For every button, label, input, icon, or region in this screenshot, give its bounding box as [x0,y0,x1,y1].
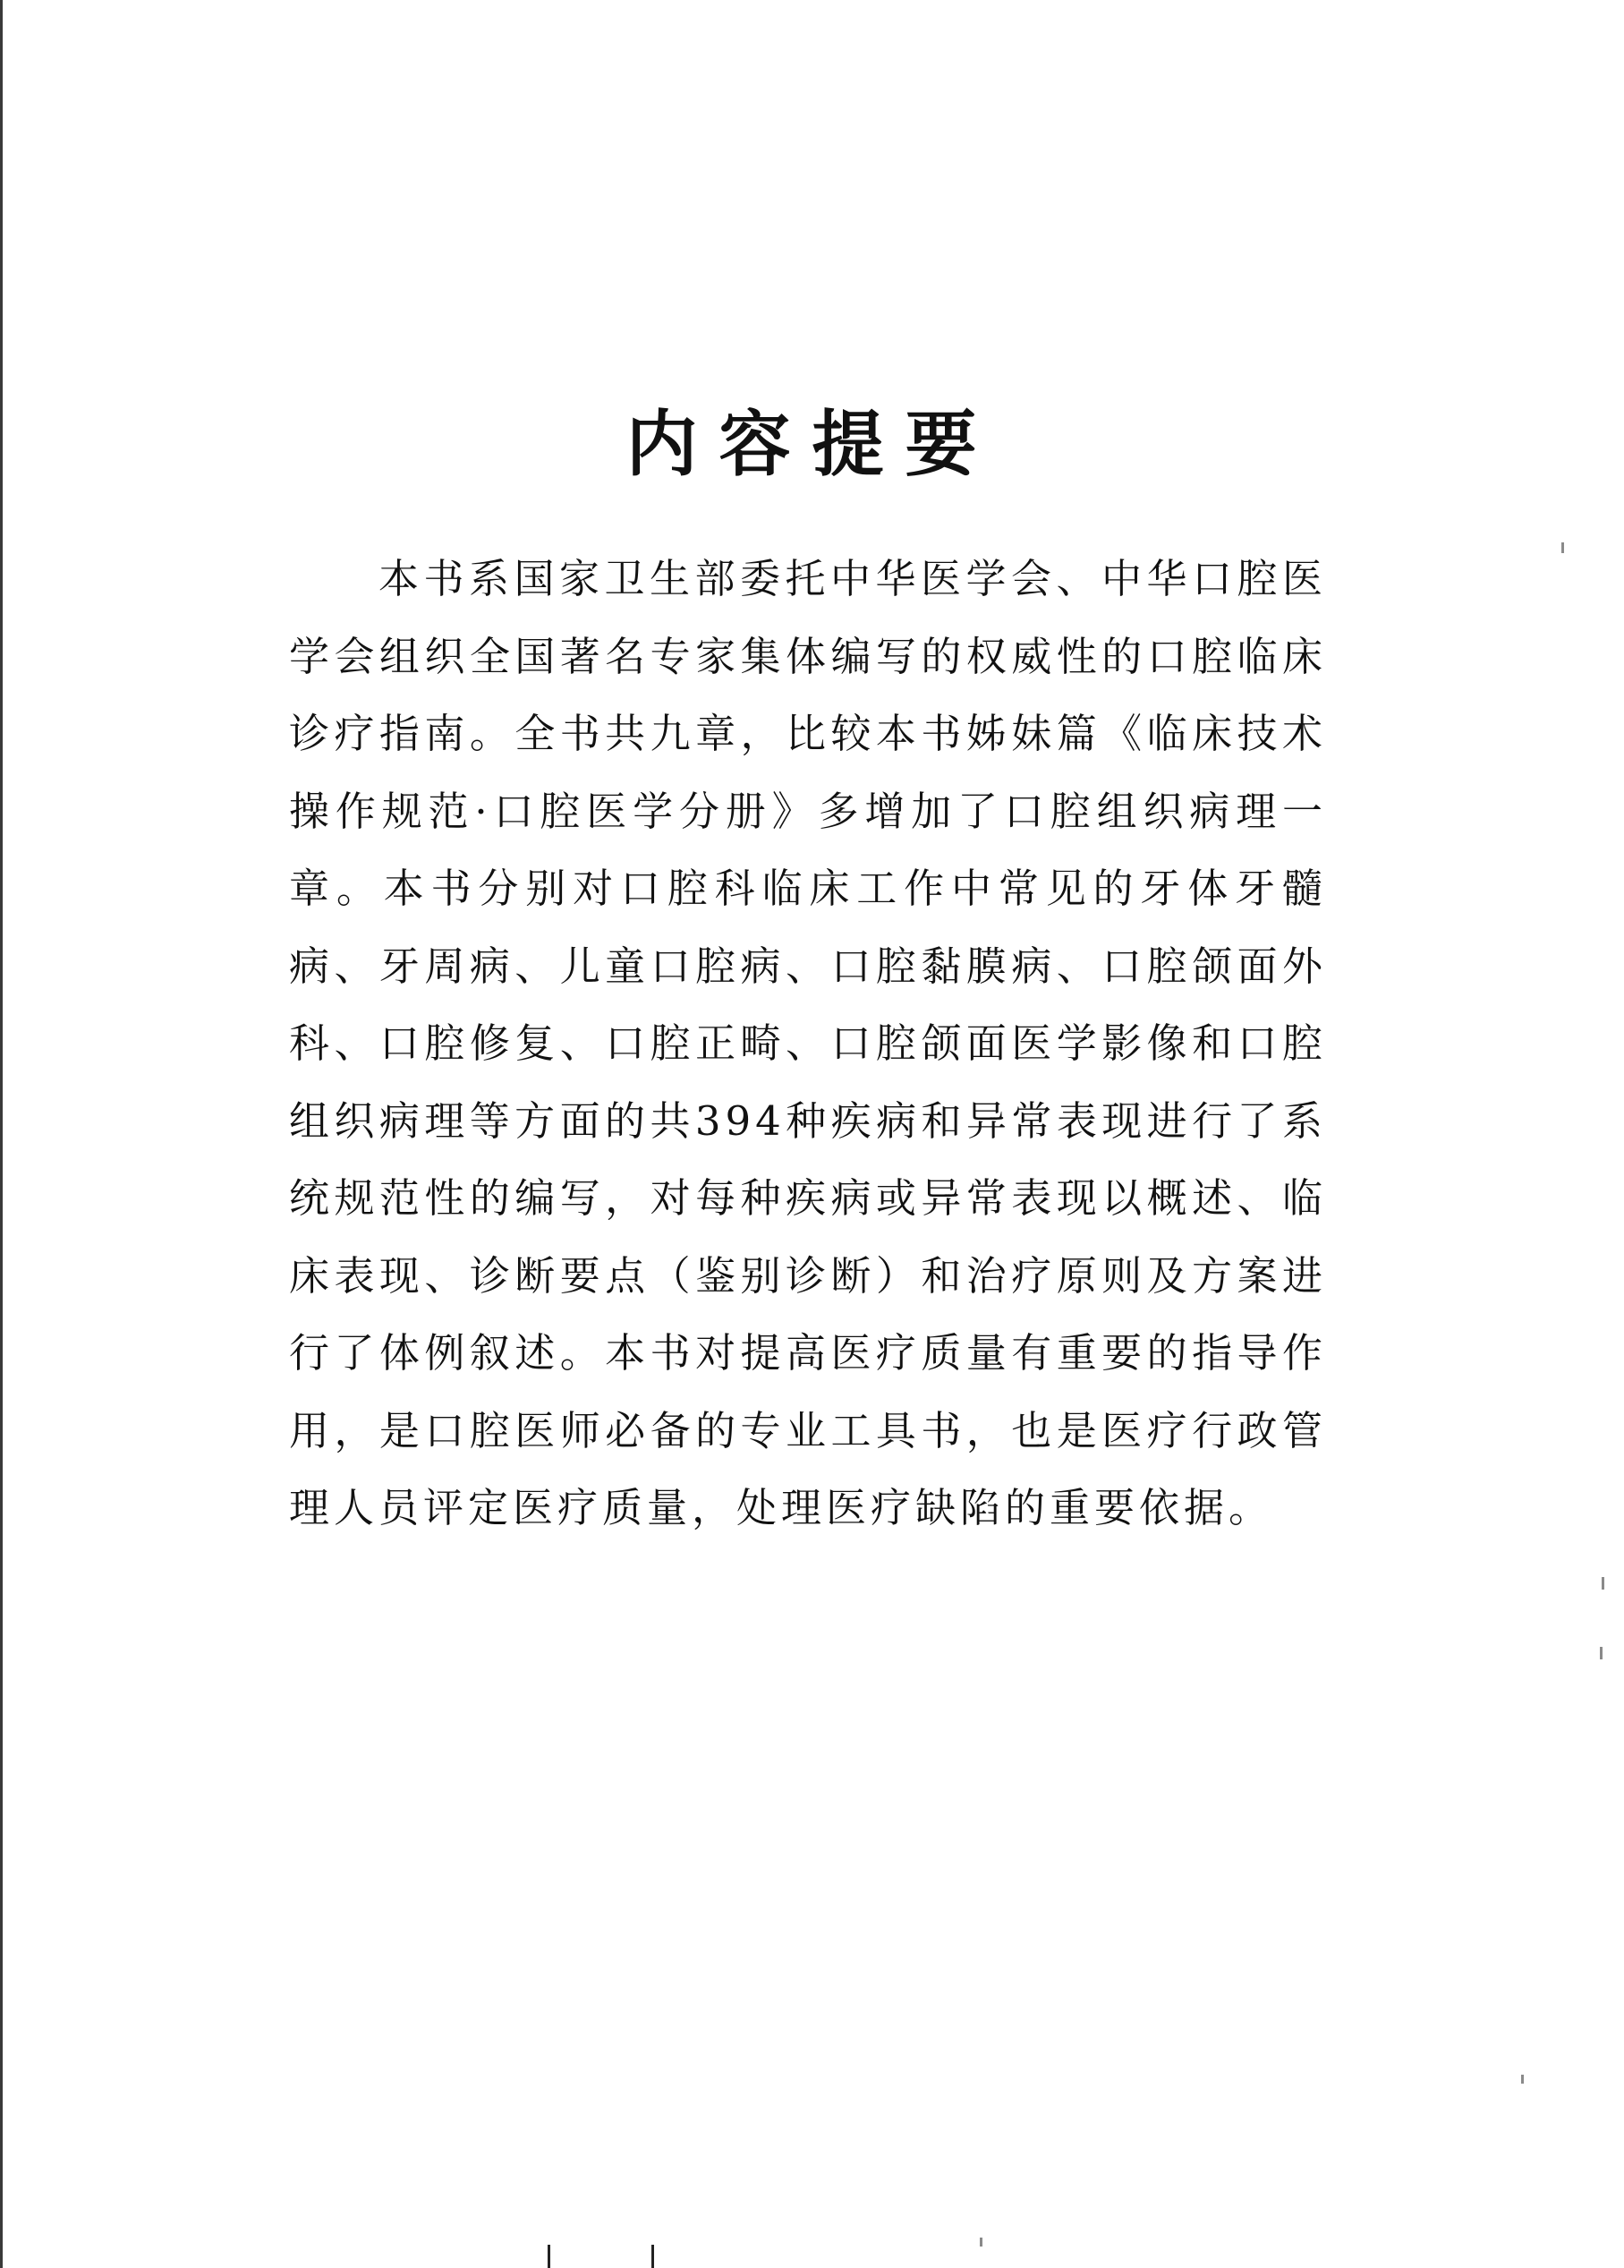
summary-paragraph: 本书系国家卫生部委托中华医学会、中华口腔医学会组织全国著名专家集体编写的权威性的口腔临床诊疗指南。全书共九章，比较本书姊妹篇《临床技术操作规范·口腔医学分册》多增加了口腔组织病理一章。本书分别对口腔科临床工作中常见的牙体牙髓病、牙周病、儿童口腔病、口腔黏膜病、口腔颌面外科、口腔修复、口腔正畸、口腔颌面医学影像和口腔组织病理等方面的共394种疾病和异常表现进行了系统规范性的编写，对每种疾病或异常表现以概述、临床表现、诊断要点（鉴别诊断）和治疗原则及方案进行了体例叙述。本书对提高医疗质量有重要的指导作用，是口腔医师必备的专业工具书，也是医疗行政管理人员评定医疗质量，处理医疗缺陷的重要依据。 [289,555,1327,1531]
scan-speck [1602,1577,1604,1590]
scan-speck [980,2238,982,2247]
scan-bottom-mark [548,2245,550,2268]
scan-speck [1561,542,1564,553]
scan-left-border [0,0,3,2268]
scan-speck [1521,2075,1524,2084]
scan-speck [1600,1647,1603,1659]
scan-bottom-mark [651,2245,654,2268]
page-title: 内容提要 [625,401,999,486]
